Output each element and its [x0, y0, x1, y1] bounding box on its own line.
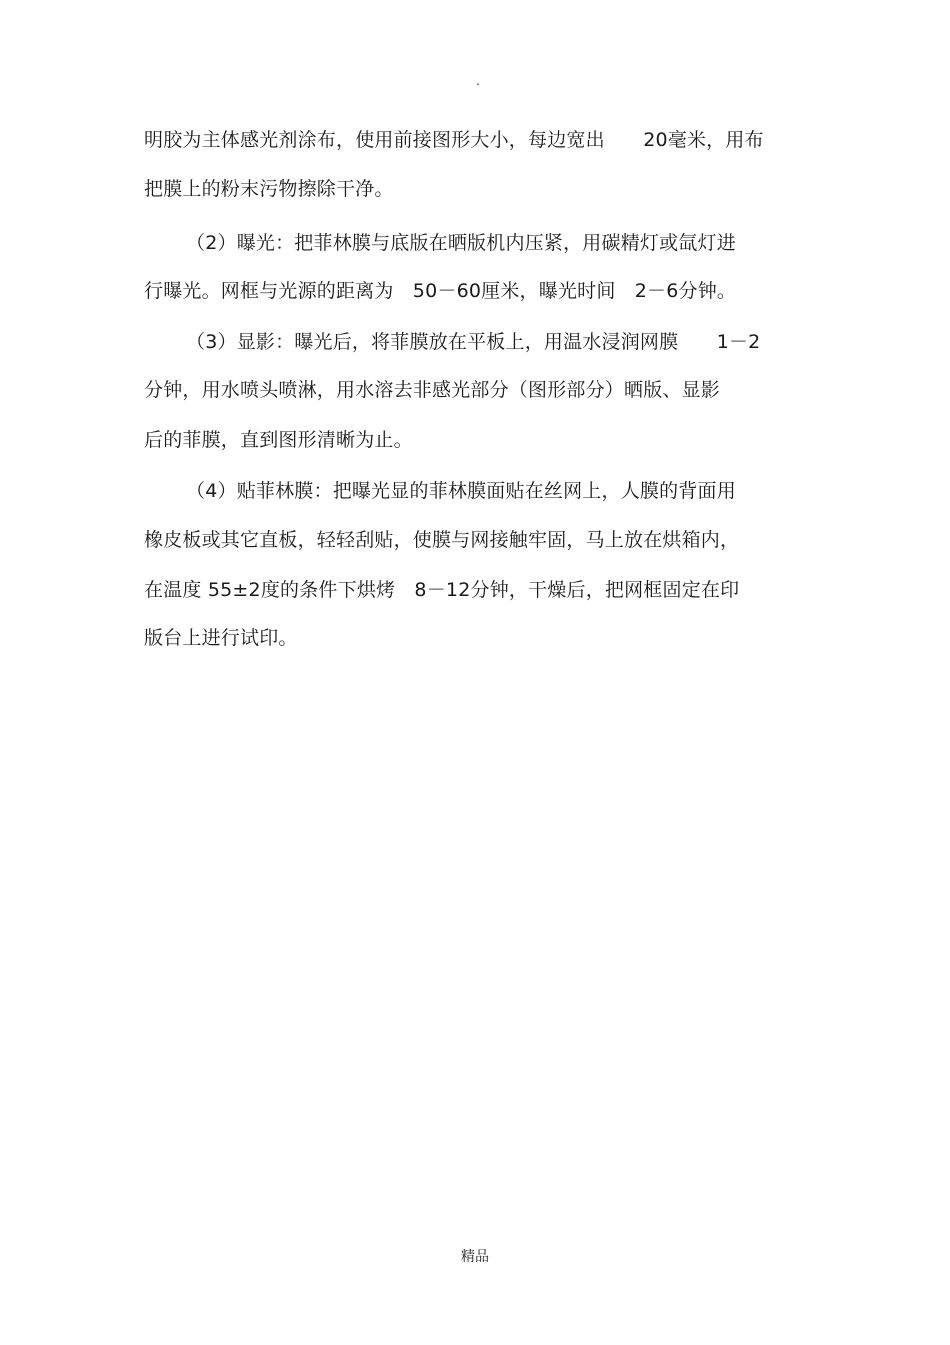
paragraph-line: 明胶为主体感光剂涂布，使用前接图形大小，每边宽出 20毫米，用布: [144, 129, 764, 151]
paragraph-line: 把膜上的粉末污物擦除干净。: [144, 178, 394, 200]
paragraph-line: 橡皮板或其它直板，轻轻刮贴，使膜与网接触牢固，马上放在烘箱内，: [144, 529, 740, 551]
paragraph-line: （2）曝光：把菲林膜与底版在晒版机内压紧，用碳精灯或氙灯进: [186, 232, 736, 254]
header-mark: .: [476, 74, 480, 88]
paragraph-line: （3）显影：曝光后，将菲膜放在平板上，用温水浸润网膜 1－2: [186, 331, 761, 353]
page-footer: 精品: [461, 1249, 489, 1265]
paragraph-line: （4）贴菲林膜：把曝光显的菲林膜面贴在丝网上，人膜的背面用: [186, 480, 736, 502]
paragraph-line: 行曝光。网框与光源的距离为 50－60厘米，曝光时间 2－6分钟。: [144, 280, 737, 302]
paragraph-line: 后的菲膜，直到图形清晰为止。: [144, 429, 413, 451]
paragraph-line: 在温度 55±2度的条件下烘烤 8－12分钟，干燥后，把网框固定在印: [144, 579, 740, 601]
paragraph-line: 分钟，用水喷头喷淋，用水溶去非感光部分（图形部分）晒版、显影: [144, 379, 721, 401]
paragraph-line: 版台上进行试印。: [144, 627, 298, 649]
